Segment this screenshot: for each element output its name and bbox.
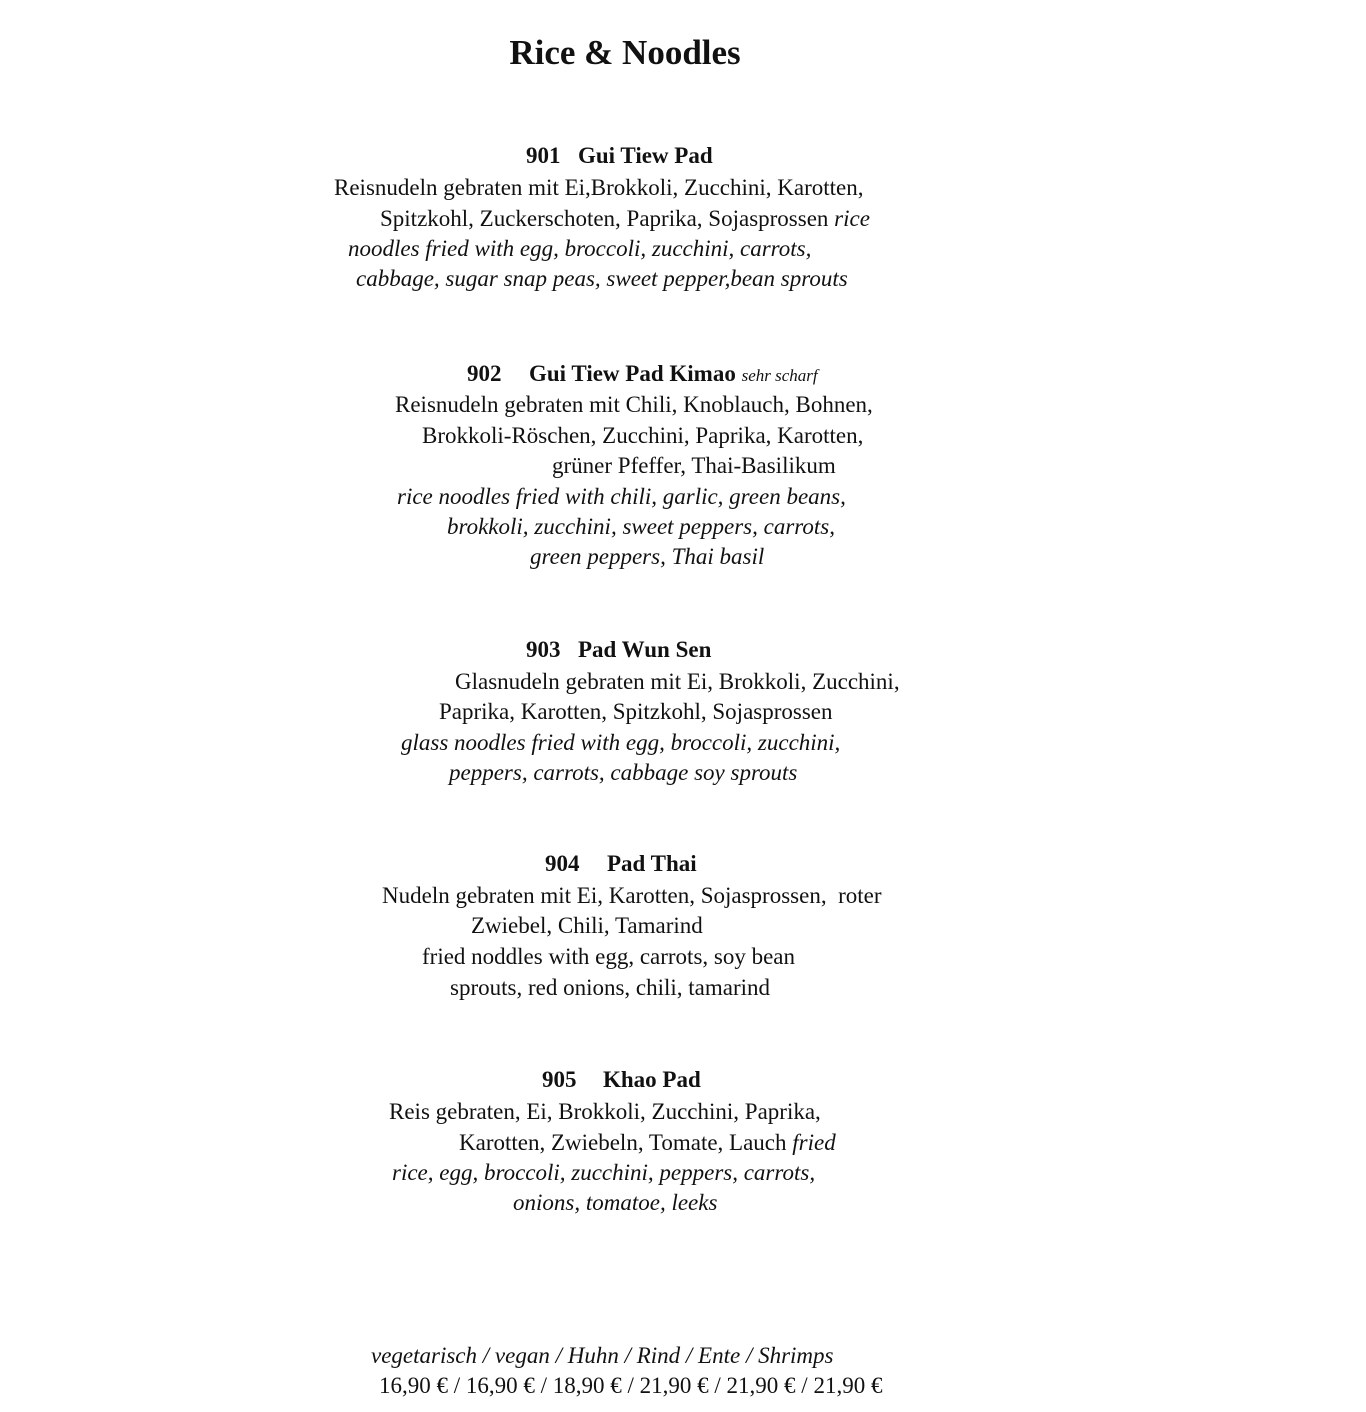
item-name: Gui Tiew Pad Kimao bbox=[529, 361, 736, 386]
item-heading bbox=[526, 141, 713, 171]
price-options: vegetarisch / vegan / Huhn / Rind / Ente / Shrimps bbox=[371, 1343, 834, 1368]
item-description-en: noodles fried with egg, broccoli, zucchini, carrots, bbox=[348, 236, 812, 261]
item-description-en: fried noddles with egg, carrots, soy bean bbox=[422, 944, 796, 969]
item-description-de: Reis gebraten, Ei, Brokkoli, Zucchini, Paprika, bbox=[389, 1099, 821, 1124]
item-heading bbox=[542, 1065, 701, 1095]
item-heading bbox=[545, 849, 697, 879]
item-description-en: glass noodles fried with egg, broccoli, zucchini, bbox=[401, 730, 841, 755]
page-title: Rice & Noodles bbox=[509, 33, 741, 72]
item-number: 901 bbox=[526, 143, 561, 168]
item-description-en-inline: rice bbox=[834, 206, 870, 231]
item-description-de bbox=[380, 204, 870, 234]
item-description-en: rice noodles fried with chili, garlic, green beans, bbox=[397, 484, 846, 509]
item-description-de bbox=[459, 1128, 836, 1158]
price-list: 16,90 € / 16,90 € / 18,90 € / 21,90 € / 21,90 € / 21,90 € bbox=[379, 1373, 883, 1398]
item-name: Gui Tiew Pad bbox=[578, 143, 713, 168]
item-number: 904 bbox=[545, 851, 580, 876]
item-name: Khao Pad bbox=[603, 1067, 701, 1092]
item-description-de-line: Karotten, Zwiebeln, Tomate, Lauch bbox=[459, 1130, 787, 1155]
item-description-en: cabbage, sugar snap peas, sweet pepper,bean sprouts bbox=[356, 266, 848, 291]
item-description-de: Reisnudeln gebraten mit Ei,Brokkoli, Zucchini, Karotten, bbox=[334, 175, 864, 200]
item-number: 903 bbox=[526, 637, 561, 662]
item-description-en: brokkoli, zucchini, sweet peppers, carrots, bbox=[447, 514, 835, 539]
item-description-de: Zwiebel, Chili, Tamarind bbox=[471, 913, 703, 938]
item-description-de-line: Spitzkohl, Zuckerschoten, Paprika, Sojasprossen bbox=[380, 206, 829, 231]
item-description-de: grüner Pfeffer, Thai-Basilikum bbox=[552, 453, 836, 478]
item-description-de: Paprika, Karotten, Spitzkohl, Sojasprossen bbox=[439, 699, 833, 724]
item-description-de: Brokkoli-Röschen, Zucchini, Paprika, Karotten, bbox=[422, 423, 864, 448]
item-number: 905 bbox=[542, 1067, 577, 1092]
item-description-en: sprouts, red onions, chili, tamarind bbox=[450, 975, 771, 1000]
item-description-de: Reisnudeln gebraten mit Chili, Knoblauch, Bohnen, bbox=[395, 392, 873, 417]
item-name: Pad Wun Sen bbox=[578, 637, 712, 662]
item-description-en: green peppers, Thai basil bbox=[530, 544, 765, 569]
item-description-en-inline: fried bbox=[792, 1130, 836, 1155]
item-description-de: Glasnudeln gebraten mit Ei, Brokkoli, Zucchini, bbox=[455, 669, 900, 694]
item-number: 902 bbox=[467, 361, 502, 386]
item-description-en: rice, egg, broccoli, zucchini, peppers, carrots, bbox=[392, 1160, 816, 1185]
item-description-de: Nudeln gebraten mit Ei, Karotten, Sojasprossen, roter bbox=[382, 883, 882, 908]
item-description-en: peppers, carrots, cabbage soy sprouts bbox=[449, 760, 798, 785]
item-description-en: onions, tomatoe, leeks bbox=[513, 1190, 718, 1215]
item-heading bbox=[467, 359, 818, 391]
item-name: Pad Thai bbox=[607, 851, 697, 876]
item-heading bbox=[526, 635, 711, 665]
spicy-note: sehr scharf bbox=[741, 366, 818, 385]
